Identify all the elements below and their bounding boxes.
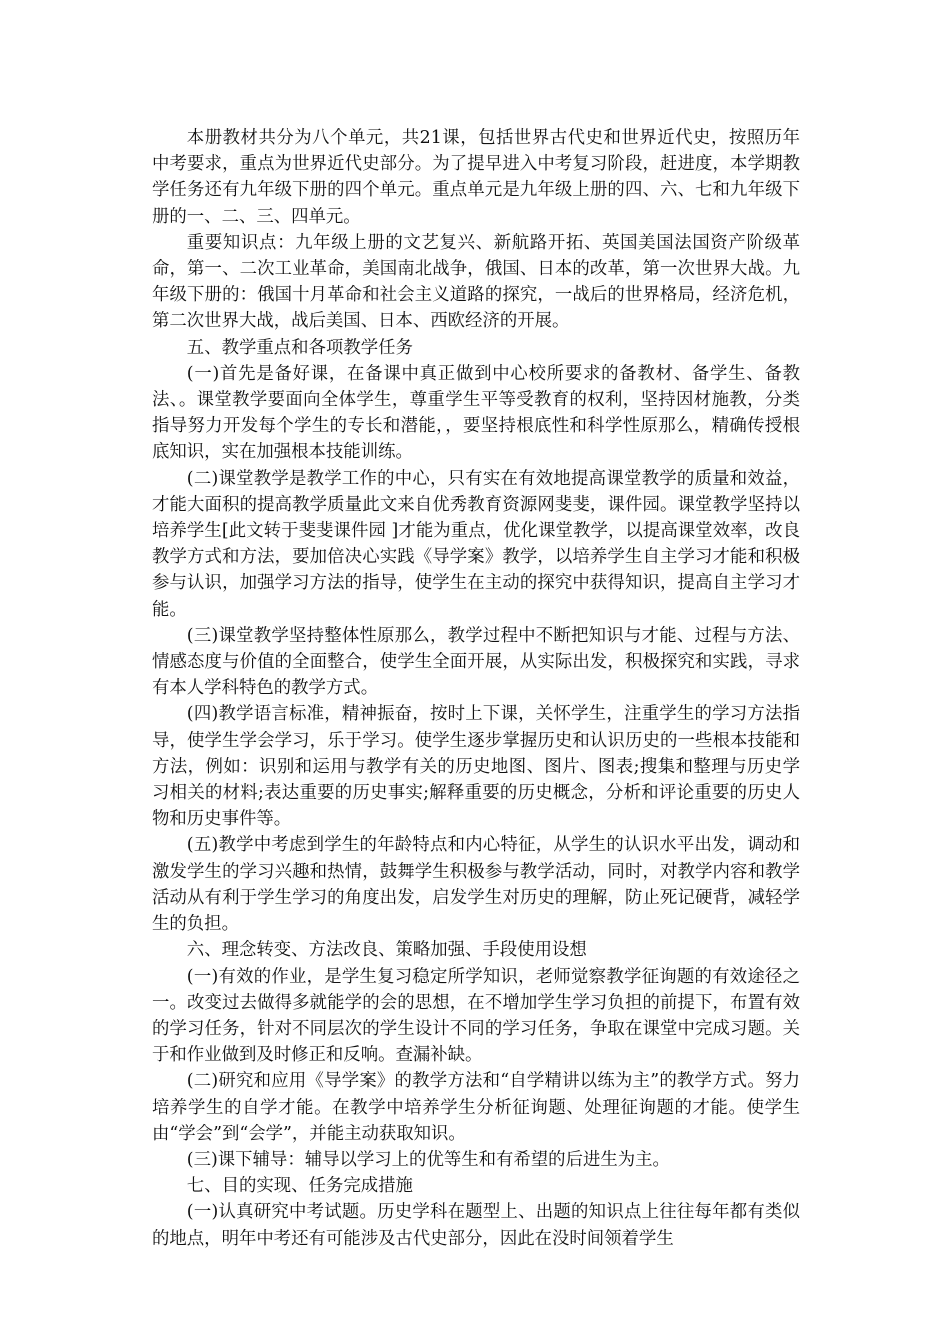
section-heading-seven: 七、目的实现、任务完成措施 bbox=[186, 1176, 413, 1197]
section-heading-six: 六、理念转变、方法改良、策略加强、手段使用设想 bbox=[186, 940, 587, 961]
paragraph-five-3: (三)课堂教学坚持整体性原那么，教学过程中不断把知识与才能、过程与方法、情感态度与价值的全面整合，使学生全面开展，从实际出发，积极探究和实践，寻求有本人学科特色的教学方式。 bbox=[152, 625, 800, 699]
paragraph-five-1: (一)首先是备好课，在备课中真正做到中心校所要求的备教材、备学生、备教法、。课堂教学要面向全体学生，尊重学生平等受教育的权利，坚持因材施教，分类指导努力开发每个学生的专长和潜能，，要坚持根底性和科学性原那么，精确传授根底知识，实在加强根本技能训练。 bbox=[152, 363, 800, 463]
paragraph-six-2: (二)研究和应用《导学案》的教学方法和“自学精讲以练为主”的教学方式。努力培养学生的自学才能。在教学中培养学生分析征询题、处理征询题的才能。使学生由“学会”到“会学”，并能主动获取知识。 bbox=[152, 1071, 800, 1144]
paragraph-key-knowledge: 重要知识点：九年级上册的文艺复兴、新航路开拓、英国美国法国资产阶级革命，第一、二次工业革命，美国南北战争，俄国、日本的改革，第一次世界大战。九年级下册的：俄国十月革命和社会主义道路的探究，一战后的世界格局，经济危机，第二次世界大战，战后美国、日本、西欧经济的开展。 bbox=[152, 232, 800, 332]
paragraph-five-4: (四)教学语言标准，精神振奋，按时上下课，关怀学生，注重学生的学习方法指导，使学生学会学习，乐于学习。使学生逐步掌握历史和认识历史的一些根本技能和方法，例如：识别和运用与教学有关的历史地图、图片、图表;搜集和整理与历史学习相关的材料;表达重要的历史事实;解释重要的历史概念，分析和评论重要的历史人物和历史事件等。 bbox=[152, 704, 800, 830]
paragraph-five-5: (五)教学中考虑到学生的年龄特点和内心特征，从学生的认识水平出发，调动和激发学生的学习兴趣和热情，鼓舞学生积极参与教学活动，同时，对教学内容和教学活动从有利于学生学习的角度出发，启发学生对历史的理解，防止死记硬背，减轻学生的负担。 bbox=[152, 835, 800, 935]
paragraph-five-2: (二)课堂教学是教学工作的中心，只有实在有效地提高课堂教学的质量和效益，才能大面积的提高教学质量此文来自优秀教育资源网斐斐，课件园。课堂教学坚持以培养学生[此文转于斐斐课件园 ]才能为重点，优化课堂教学，以提高课堂效率，改良教学方式和方法，要加倍决心实践《导学案》教学，以培养学生自主学习才能和积极参与认识，加强学习方法的指导，使学生在主动的探究中获得知识，提高自主学习才能。 bbox=[152, 468, 800, 620]
paragraph-six-1: (一)有效的作业，是学生复习稳定所学知识，老师觉察教学征询题的有效途径之一。改变过去做得多就能学的会的思想，在不增加学生学习负担的前提下，布置有效的学习任务，针对不同层次的学生设计不同的学习任务，争取在课堂中完成习题。关于和作业做到及时修正和反响。查漏补缺。 bbox=[152, 966, 800, 1066]
section-heading-five: 五、教学重点和各项教学任务 bbox=[186, 337, 413, 358]
paragraph-textbook-overview: 本册教材共分为八个单元，共21课，包括世界古代史和世界近代史，按照历年中考要求，重点为世界近代史部分。为了提早进入中考复习阶段，赶进度，本学期教学任务还有九年级下册的四个单元。重点单元是九年级上册的四、六、七和九年级下册的一、二、三、四单元。 bbox=[152, 128, 800, 227]
paragraph-six-3: (三)课下辅导：辅导以学习上的优等生和有希望的后进生为主。 bbox=[186, 1149, 670, 1170]
paragraph-seven-1: (一)认真研究中考试题。历史学科在题型上、出题的知识点上往往每年都有类似的地点，明年中考还有可能涉及古代史部分，因此在没时间领着学生 bbox=[152, 1202, 800, 1249]
document-body bbox=[152, 125, 800, 1252]
